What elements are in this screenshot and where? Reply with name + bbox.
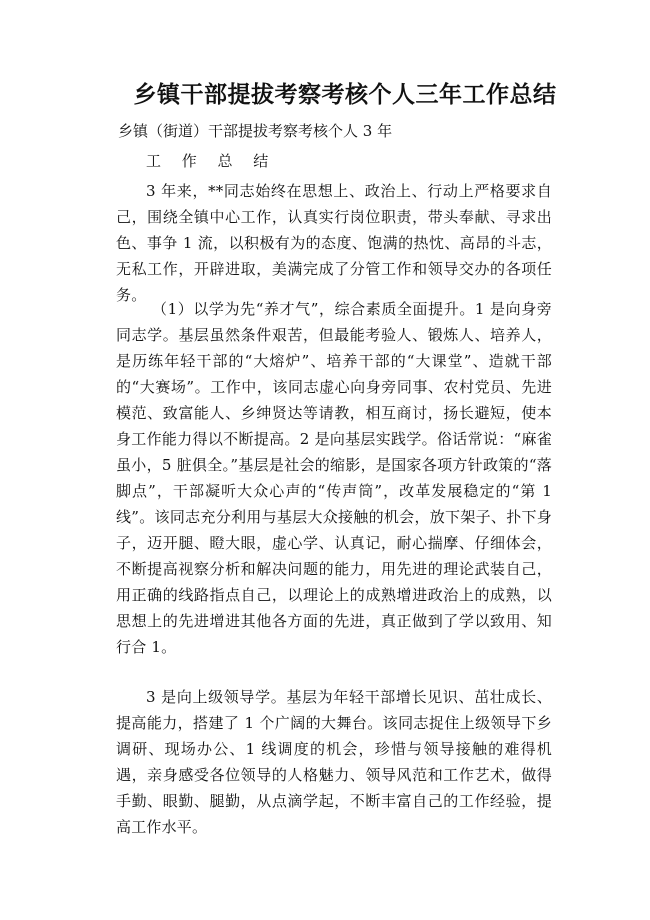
document-title: 乡镇干部提拔考察考核个人三年工作总结 bbox=[133, 81, 557, 108]
section-heading: 工 作 总 结 bbox=[146, 152, 277, 170]
document-subtitle: 乡镇（街道）干部提拔考察考核个人 3 年 bbox=[118, 122, 393, 140]
paragraph-1: 3 年来，**同志始终在思想上、政治上、行动上严格要求自己，围绕全镇中心工作，认真实行岗位职责，带头奉献、寻求出色、事争 1 流，以积极有为的态度、饱满的热忱、高昂的斗志，无私工作，开辟进取，美满完成了分管工作和领导交办的各项任务。 bbox=[116, 182, 552, 304]
paragraph-2: （1）以学为先“养才气”，综合素质全面提升。1 是向身旁同志学。基层虽然条件艰苦，但最能考验人、锻炼人、培养人，是历练年轻干部的“大熔炉”、培养干部的“大课堂”、造就干部的“大赛场”。工作中，该同志虚心向身旁同事、农村党员、先进模范、致富能人、乡绅贤达等请教，相互商讨，扬长避短，使本身工作能力得以不断提高。2 是向基层实践学。俗话常说：“麻雀虽小，5 脏俱全。”基层是社会的缩影，是国家各项方针政策的“落脚点”，干部凝听大众心声的“传声筒”，改革发展稳定的“第 1 线”。该同志充分利用与基层大众接触的机会，放下架子、扑下身子，迈开腿、瞪大眼，虚心学、认真记，耐心揣摩、仔细体会，不断提高视察分析和解决问题的能力，用先进的理论武装自己，用正确的线路指点自己，以理论上的成熟增进政治上的成熟，以思想上的先进增进其他各方面的先进，真正做到了学以致用、知行合 1。 bbox=[116, 300, 552, 656]
paragraph-3: 3 是向上级领导学。基层为年轻干部增长见识、茁壮成长、提高能力，搭建了 1 个广阔的大舞台。该同志捉住上级领导下乡调研、现场办公、1 线调度的机会，珍惜与领导接触的难得机遇，亲身感受各位领导的人格魅力、领导风范和工作艺术，做得手勤、眼勤、腿勤，从点滴学起，不断丰富自己的工作经验，提高工作水平。 bbox=[116, 688, 552, 836]
